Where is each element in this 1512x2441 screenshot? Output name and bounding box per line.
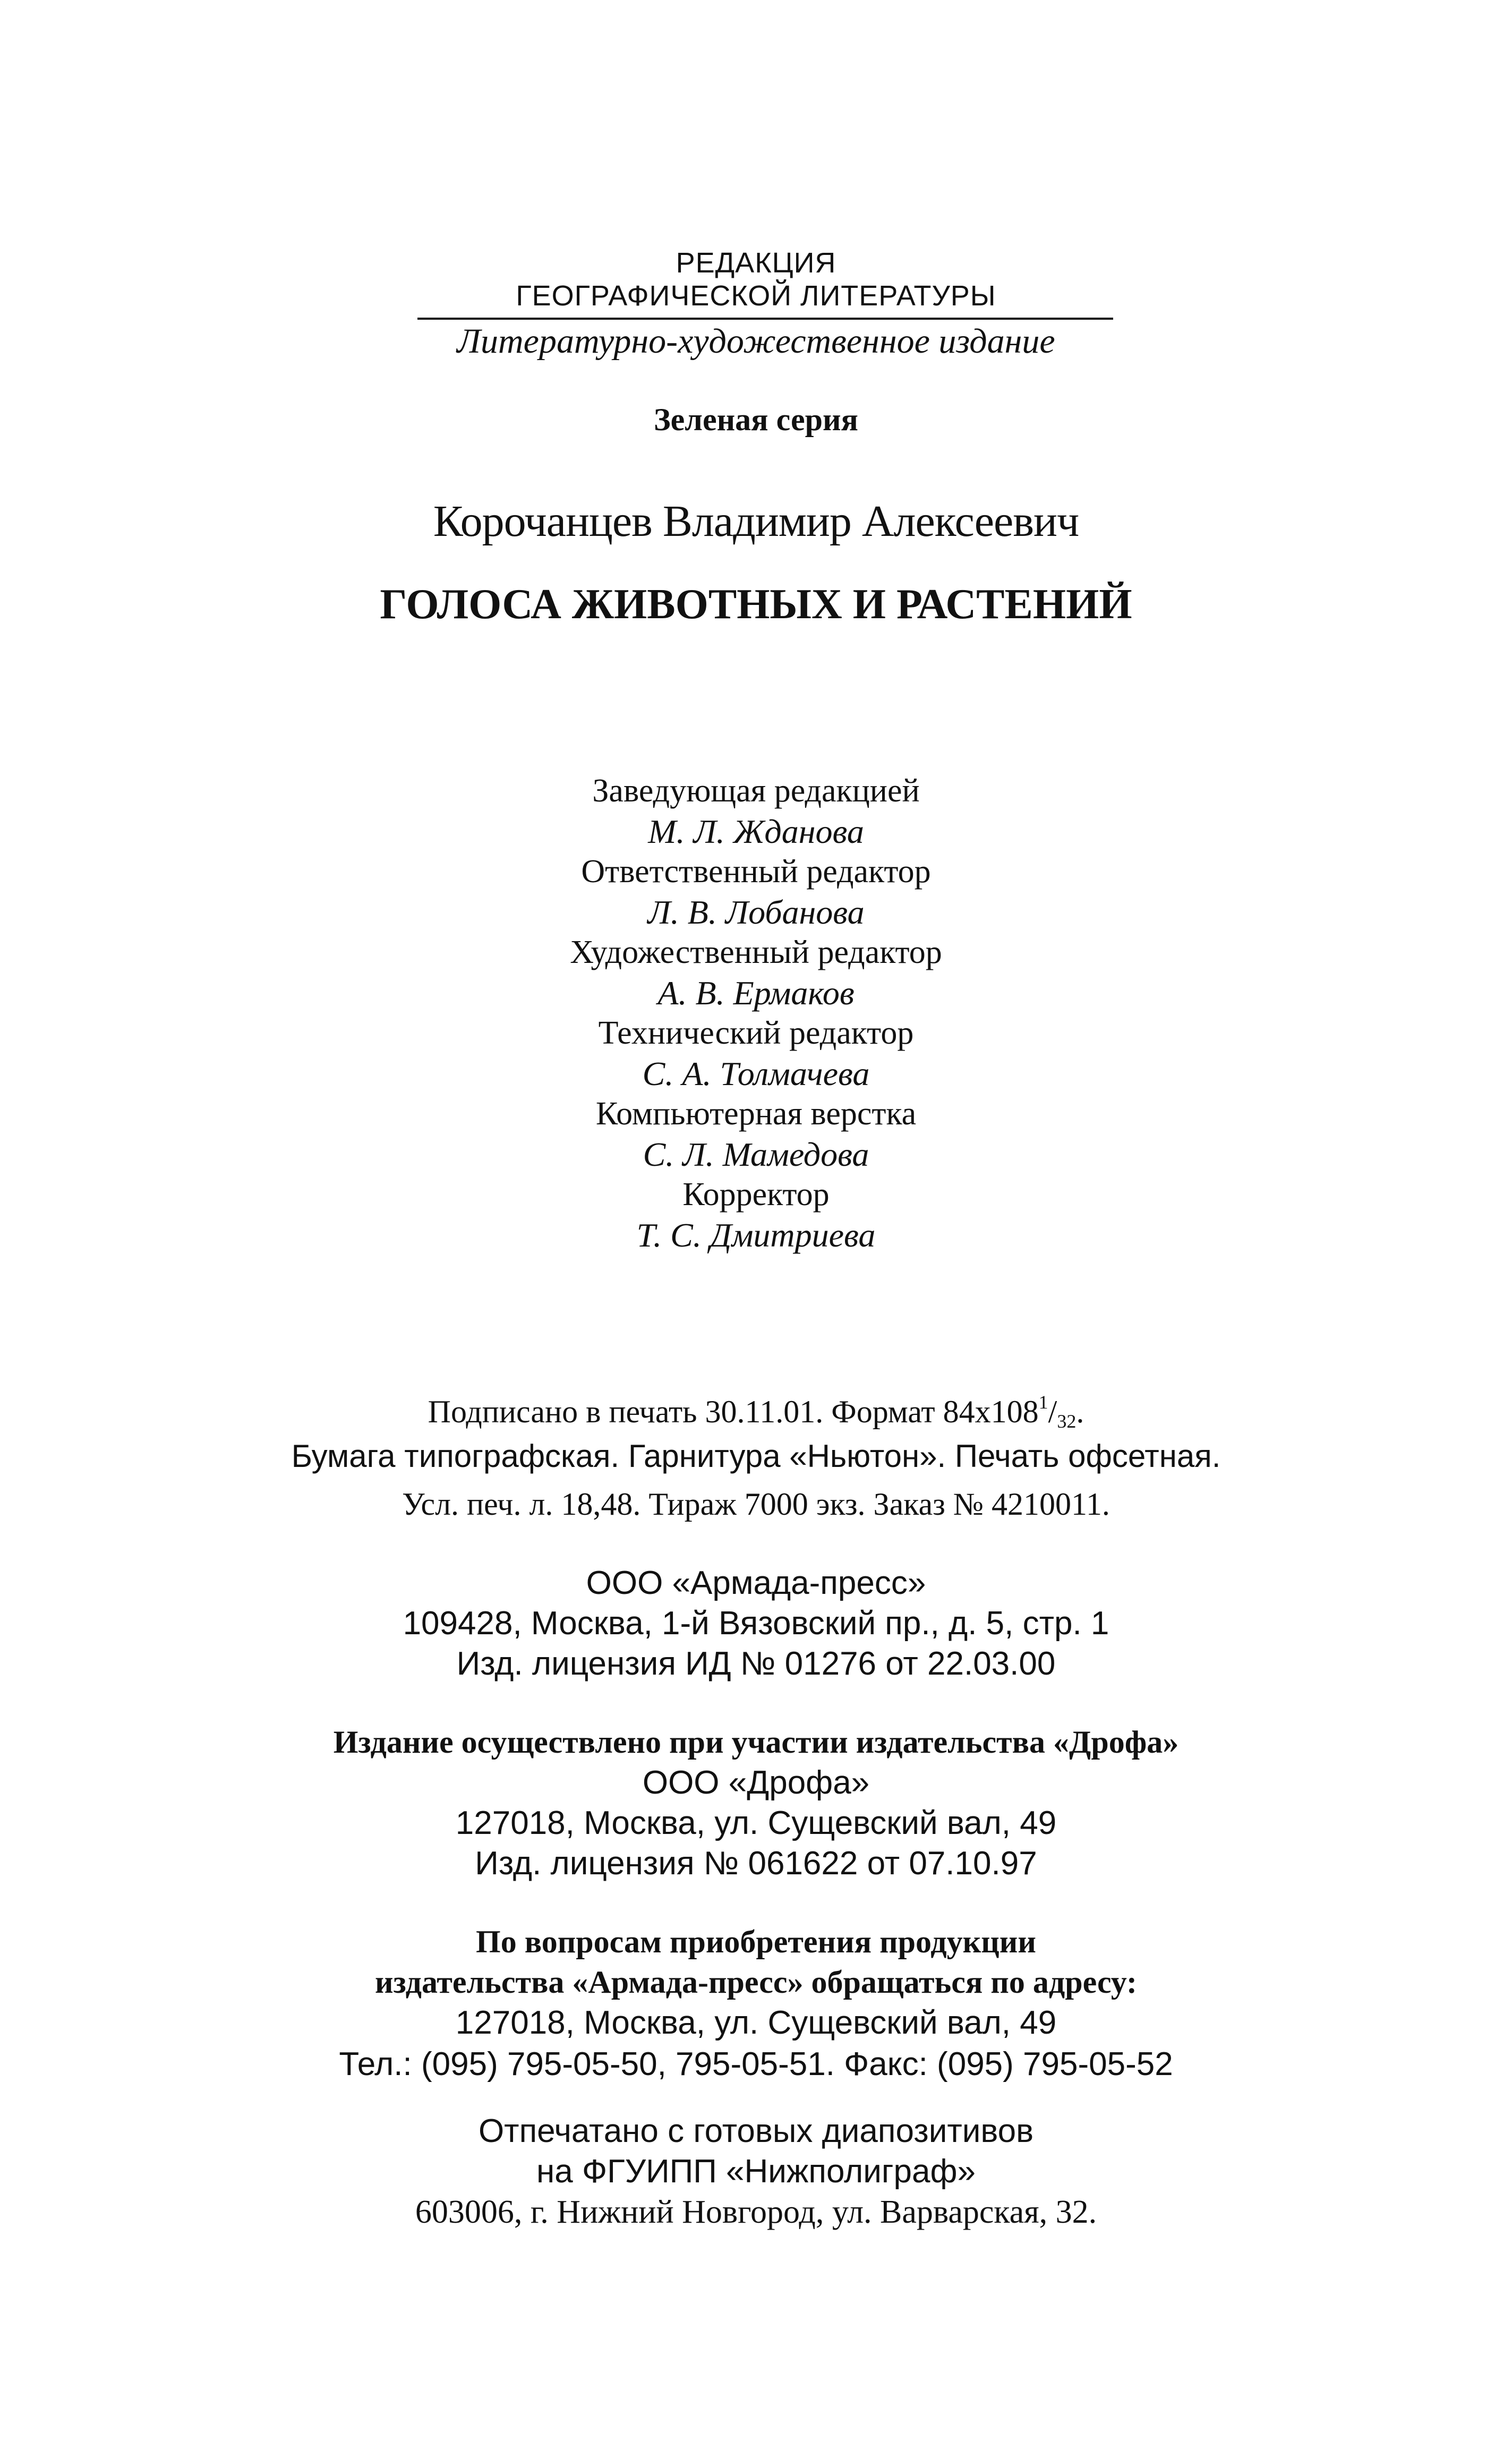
edition-subtitle: Литературно-художественное издание — [457, 322, 1055, 361]
credit-name: Т. С. Дмитриева — [636, 1216, 876, 1254]
imprint-line-print-run: Усл. печ. л. 18,48. Тираж 7000 экз. Заказ № 4210011. — [402, 1487, 1110, 1522]
inquiries-line2: издательства «Армада-пресс» обращаться по адресу: — [375, 1965, 1137, 2000]
printer-line1: Отпечатано с готовых диапозитивов — [478, 2113, 1034, 2149]
credit-role: Корректор — [682, 1176, 830, 1213]
credit-name: М. Л. Жданова — [648, 813, 864, 850]
credit-name: Л. В. Лобанова — [647, 893, 865, 931]
header-divider — [417, 318, 1113, 320]
imprint-line-paper: Бумага типографская. Гарнитура «Ньютон». Печать офсетная. — [291, 1438, 1221, 1474]
printer-address: 603006, г. Нижний Новгород, ул. Варварская, 32. — [415, 2194, 1097, 2230]
credit-role: Компьютерная верстка — [595, 1096, 917, 1132]
credit-role: Художественный редактор — [570, 934, 942, 970]
inquiries-phones: Тел.: (095) 795-05-50, 795-05-51. Факс: (095) 795-05-52 — [339, 2046, 1173, 2082]
series-name: Зеленая серия — [653, 402, 859, 437]
credit-name: С. А. Толмачева — [642, 1055, 870, 1093]
format-fraction-denominator: 32 — [1057, 1411, 1077, 1432]
format-fraction-numerator: 1 — [1038, 1392, 1048, 1413]
publisher-address: 109428, Москва, 1-й Вязовский пр., д. 5, стр. 1 — [403, 1605, 1109, 1642]
imprint-format-suffix: . — [1076, 1394, 1084, 1429]
publisher-name: ООО «Армада-пресс» — [586, 1565, 926, 1601]
format-fraction-slash: / — [1048, 1394, 1057, 1429]
credit-name: С. Л. Мамедова — [643, 1136, 869, 1173]
author-name: Корочанцев Владимир Алексеевич — [433, 497, 1079, 546]
imprint-format-text: Подписано в печать 30.11.01. Формат 84x108 — [428, 1394, 1039, 1429]
inquiries-address: 127018, Москва, ул. Сущевский вал, 49 — [455, 2004, 1057, 2041]
credit-role: Технический редактор — [598, 1015, 914, 1051]
editorial-office-line2: ГЕОГРАФИЧЕСКОЙ ЛИТЕРАТУРЫ — [516, 280, 996, 312]
partner-license: Изд. лицензия № 061622 от 07.10.97 — [475, 1845, 1037, 1882]
inquiries-line1: По вопросам приобретения продукции — [476, 1924, 1036, 1959]
credit-role: Ответственный редактор — [581, 854, 931, 890]
partner-name: ООО «Дрофа» — [642, 1764, 870, 1801]
editorial-office-line1: РЕДАКЦИЯ — [676, 247, 836, 279]
credit-role: Заведующая редакцией — [592, 773, 920, 809]
publisher-license: Изд. лицензия ИД № 01276 от 22.03.00 — [456, 1645, 1056, 1682]
partner-address: 127018, Москва, ул. Сущевский вал, 49 — [455, 1805, 1057, 1841]
partner-note: Издание осуществлено при участии издательства «Дрофа» — [333, 1725, 1179, 1760]
imprint-line-format — [0, 1393, 1512, 1431]
credit-name: А. В. Ермаков — [657, 974, 855, 1012]
printer-line2: на ФГУИПП «Нижполиграф» — [536, 2153, 976, 2190]
book-title: ГОЛОСА ЖИВОТНЫХ И РАСТЕНИЙ — [380, 581, 1132, 628]
